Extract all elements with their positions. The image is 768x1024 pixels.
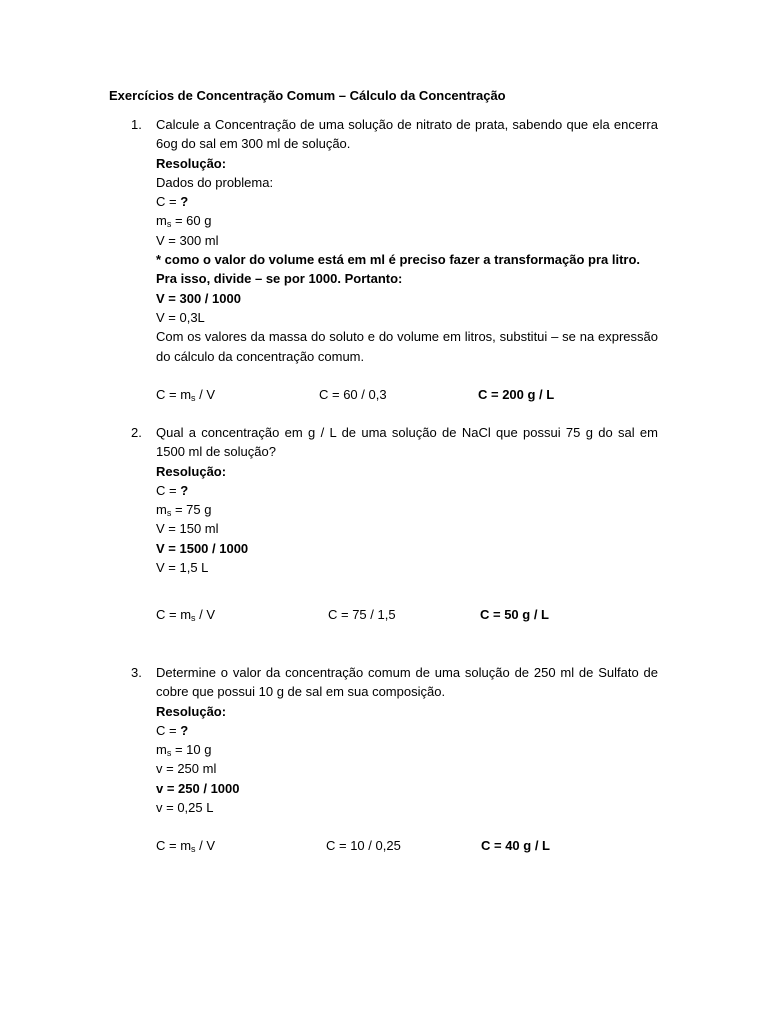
exercise-statement: Determine o valor da concentração comum de uma solução de 250 ml de Sulfato de cobre que possui 10 g de sal em sua composição. [156,665,658,700]
volume-result: v = 0,25 L [156,800,214,816]
answer: C = 40 g / L [481,838,550,854]
data-label: Dados do problema: [156,174,274,190]
formula: $C = m_s / V$ [156,386,216,403]
answer: C = 200 g / L [478,386,555,402]
exercise-statement: Calcule a Concentração de uma solução de nitrato de prata, sabendo que ela encerra 6og do sal em 300 ml de solução. [156,117,658,152]
volume-result: V = 1,5 L [156,560,209,576]
resolution-label: Resolução: [156,155,227,171]
exercise-2 [156,423,658,625]
explanation: Com os valores da massa do soluto e do volume em litros, substitui – se na expressão do cálculo da concentração comum. [156,329,658,364]
resolution-label: Resolução: [156,703,227,719]
c-line: C = ? [156,722,189,738]
volume-result: V = 0,3L [156,309,205,325]
document-title: Exercícios de Concentração Comum – Cálculo da Concentração [109,88,506,103]
exercise-1 [156,115,658,405]
note-line: Pra isso, divide – se por 1000. Portanto: [156,271,403,287]
substitution: C = 60 / 0,3 [319,386,387,402]
ms-line: $m_s = 75$ g [156,502,212,519]
formula-row [156,605,658,625]
exercise-number: 3. [131,665,142,680]
exercise-number: 1. [131,117,142,132]
formula: $C = m_s / V$ [156,607,216,624]
formula-row [156,385,658,405]
exercise-statement: Qual a concentração em g / L de uma solução de NaCl que possui 75 g do sal em 1500 ml de solução? [156,425,658,460]
volume-division: V = 300 / 1000 [156,290,241,306]
substitution: C = 10 / 0,25 [326,838,401,854]
c-line: C = ? [156,194,189,210]
volume-division: v = 250 / 1000 [156,780,240,796]
volume-line: V = 300 ml [156,232,219,248]
volume-division: V = 1500 / 1000 [156,540,249,556]
volume-line: V = 150 ml [156,521,219,537]
formula: $C = m_s / V$ [156,838,216,855]
substitution: C = 75 / 1,5 [328,607,396,623]
ms-line: $m_s = 60$ g [156,213,212,230]
ms-line: $m_s = 10$ g [156,742,212,759]
formula-row [156,836,658,856]
answer: C = 50 g / L [480,607,549,623]
c-line: C = ? [156,482,189,498]
volume-line: v = 250 ml [156,761,217,777]
resolution-label: Resolução: [156,463,227,479]
exercise-3 [156,663,658,856]
exercise-number: 2. [131,425,142,440]
note-line: * como o valor do volume está em ml é preciso fazer a transformação pra litro. [156,252,641,268]
